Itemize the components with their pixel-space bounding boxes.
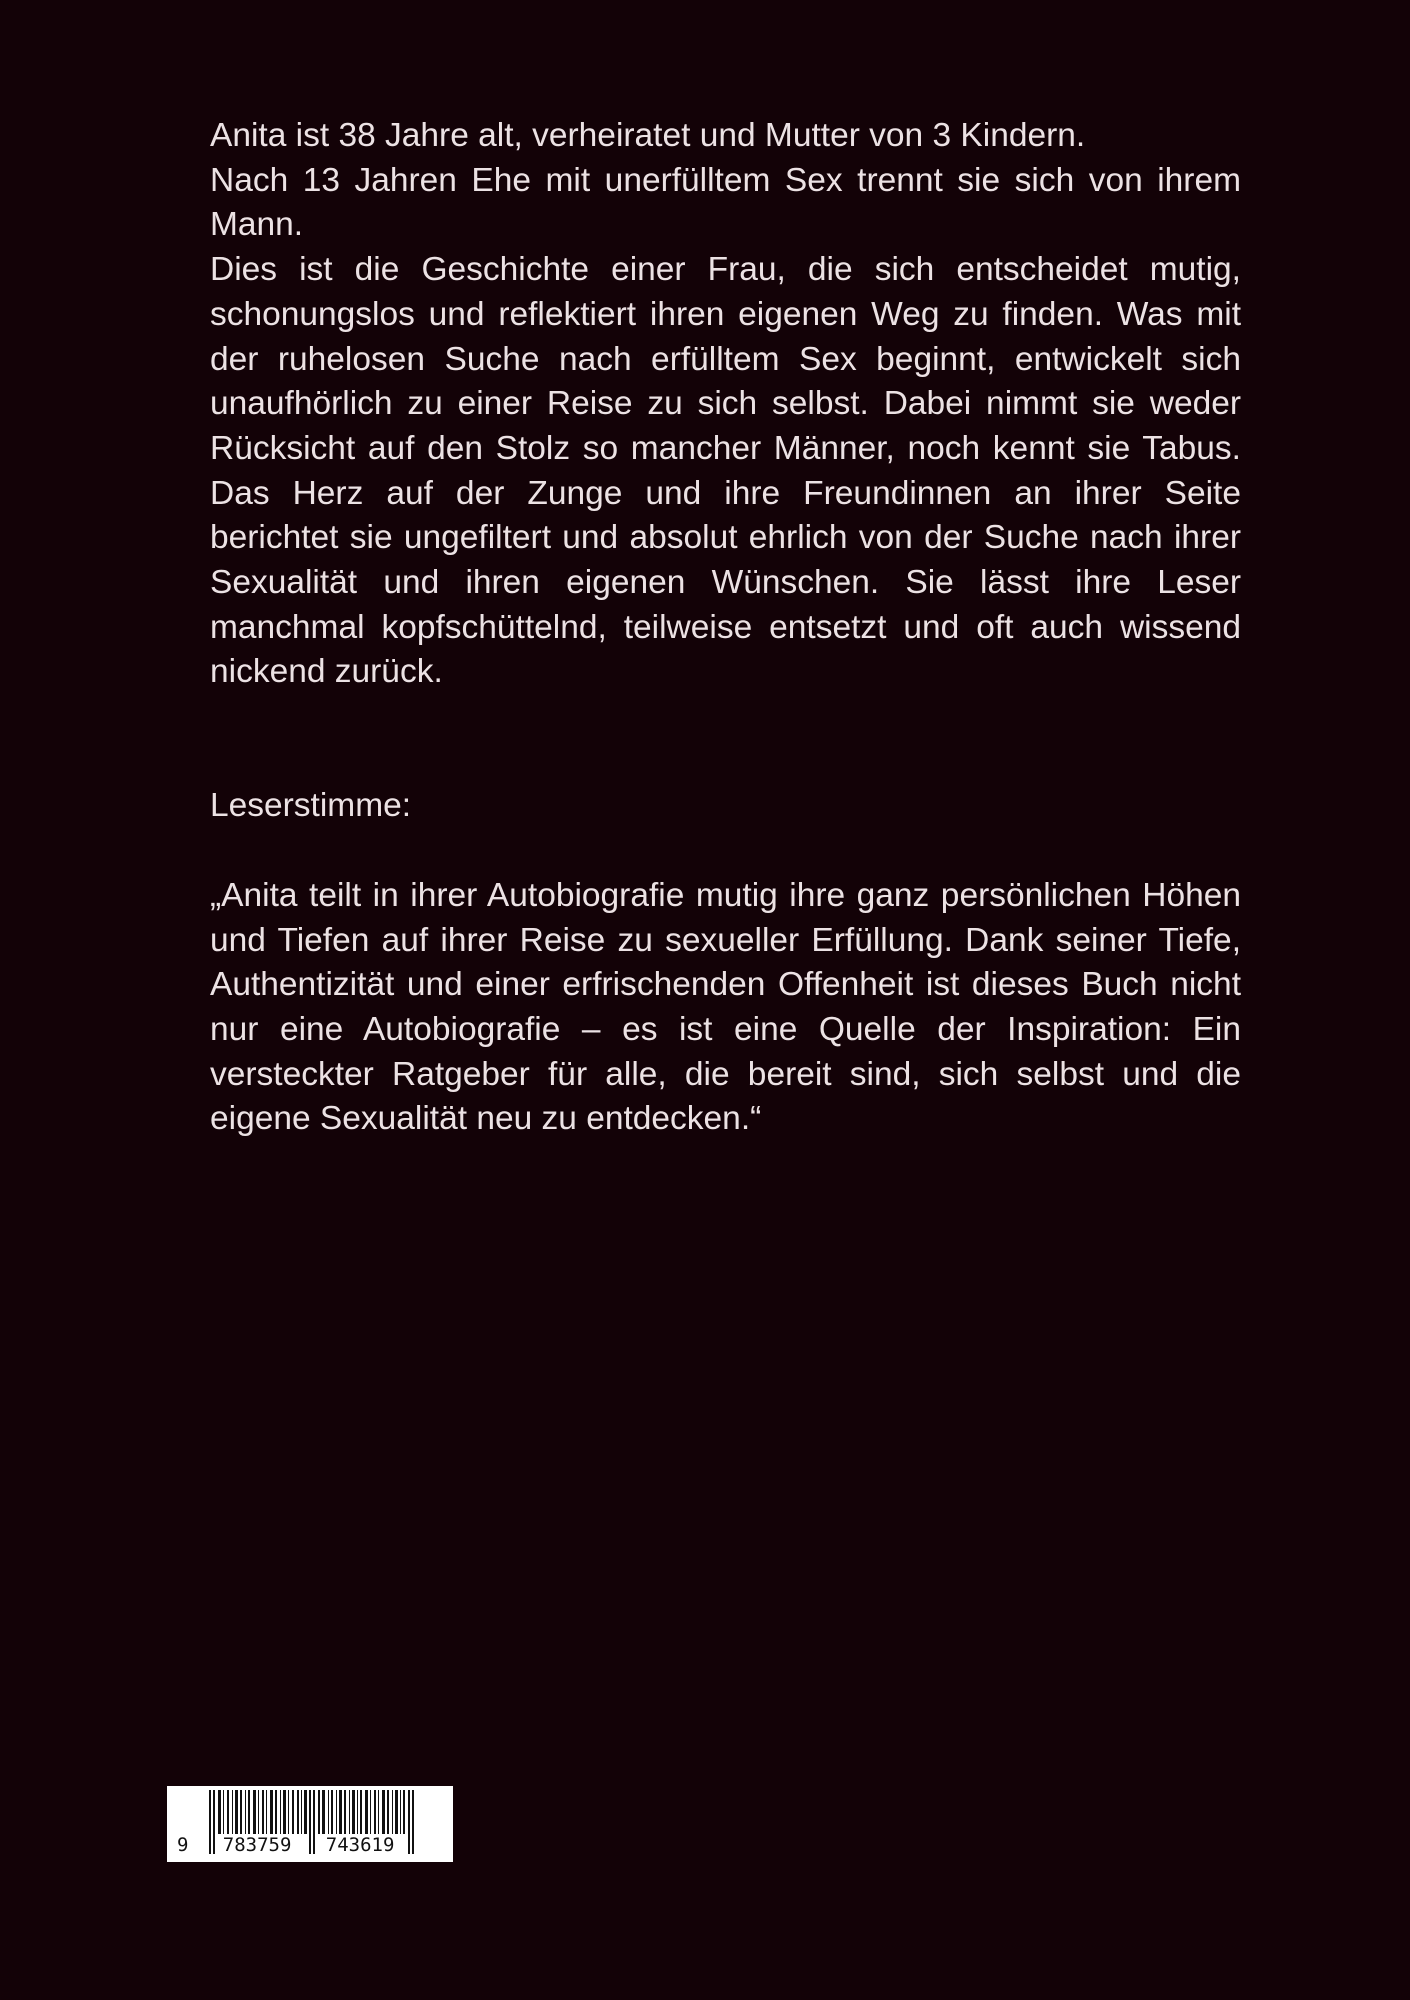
intro-line-2: Nach 13 Jahren Ehe mit unerfülltem Sex trennt sie sich von ihrem Mann. xyxy=(210,161,1241,244)
barcode-digits xyxy=(177,1834,394,1856)
reader-voice-quote: „Anita teilt in ihrer Autobiografie mutig ihre ganz persönlichen Höhen und Tiefen auf ihrer Reise zu sexueller Erfüllung. Dank seiner Tiefe, Authentizität und einer erfrischenden Offenheit ist dieses Buch nicht nur eine Autobiografie – es ist eine Quelle der Inspiration: Ein versteckter Ratgeber für alle, die bereit sind, sich selbst und die eigene Sexualität neu zu entdecken.“ xyxy=(210,876,1241,1138)
intro-line-1: Anita ist 38 Jahre alt, verheiratet und Mutter von 3 Kindern. xyxy=(210,117,1086,154)
intro-paragraph: Dies ist die Geschichte einer Frau, die sich entscheidet mutig, schonungslos und reflektiert ihren eigenen Weg zu finden. Was mit der ruhelosen Suche nach erfülltem Sex beginnt, entwickelt sich unaufhörlich zu einer Reise zu sich selbst. Dabei nimmt sie weder Rücksicht auf den Stolz so mancher Männer, noch kennt sie Tabus. Das Herz auf der Zunge und ihre Freundinnen an ihrer Seite berichtet sie ungefiltert und absolut ehrlich von der Suche nach ihrer Sexualität und ihren eigenen Wünschen. Sie lässt ihre Leser manchmal kopfschüttelnd, teilweise entsetzt und oft auch wissend nickend zurück. xyxy=(210,251,1241,691)
back-cover-text xyxy=(210,114,1241,1142)
spacer xyxy=(210,829,1241,874)
barcode-group-2: 743619 xyxy=(325,1834,395,1856)
spacer xyxy=(210,695,1241,784)
barcode-group-1: 783759 xyxy=(222,1834,292,1856)
reader-voice-heading: Leserstimme: xyxy=(210,787,412,825)
isbn-barcode xyxy=(167,1786,453,1862)
barcode-prefix: 9 xyxy=(177,1834,189,1856)
